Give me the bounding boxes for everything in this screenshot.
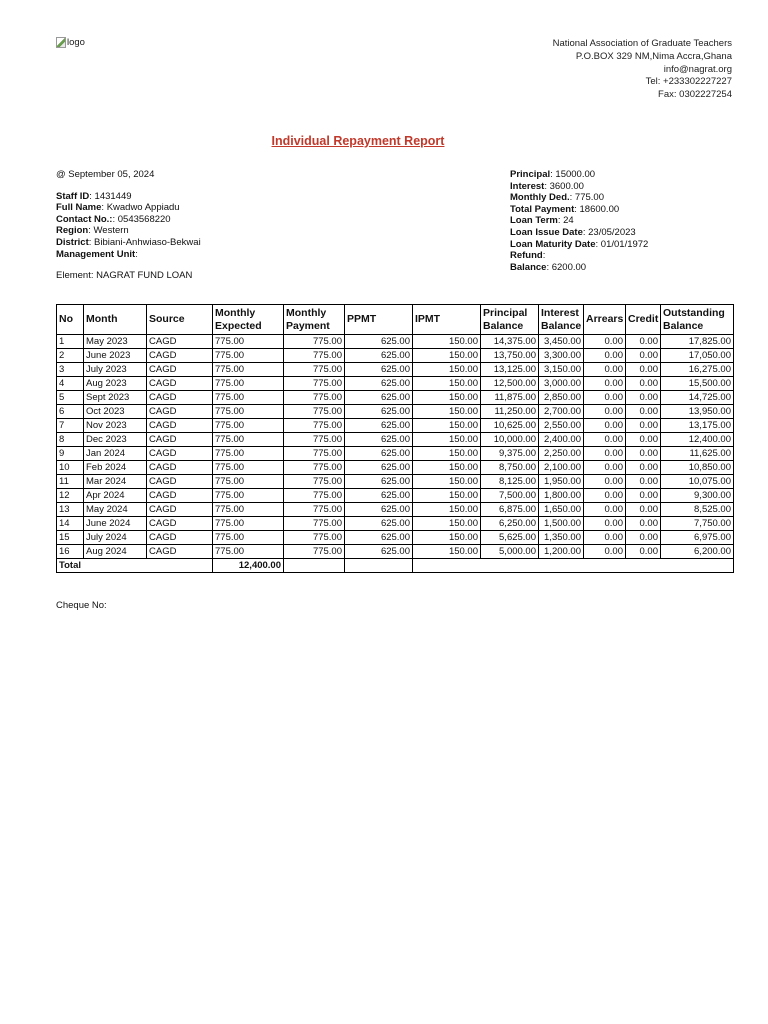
cell-source: CAGD xyxy=(147,335,213,349)
cell-no: 12 xyxy=(57,489,84,503)
col-credit: Credit xyxy=(626,305,661,335)
cell-credit: 0.00 xyxy=(626,545,661,559)
cell-interest-balance: 1,950.00 xyxy=(539,475,584,489)
col-monthly-expected: Monthly Expected xyxy=(213,305,284,335)
cell-month: June 2023 xyxy=(84,349,147,363)
cell-source: CAGD xyxy=(147,433,213,447)
table-row xyxy=(57,349,734,363)
cell-ppmt: 625.00 xyxy=(345,433,413,447)
cell-credit: 0.00 xyxy=(626,349,661,363)
cell-ipmt: 150.00 xyxy=(413,419,481,433)
monthly-ded-line: Monthly Ded.: 775.00 xyxy=(510,192,604,204)
cell-ppmt: 625.00 xyxy=(345,517,413,531)
cell-interest-balance: 2,850.00 xyxy=(539,391,584,405)
cell-principal-balance: 13,125.00 xyxy=(481,363,539,377)
cell-outstanding: 6,975.00 xyxy=(661,531,734,545)
cell-interest-balance: 3,450.00 xyxy=(539,335,584,349)
cell-source: CAGD xyxy=(147,475,213,489)
cell-source: CAGD xyxy=(147,489,213,503)
cell-interest-balance: 3,150.00 xyxy=(539,363,584,377)
cell-interest-balance: 2,250.00 xyxy=(539,447,584,461)
cell-arrears: 0.00 xyxy=(584,433,626,447)
staff-id-line: Staff ID: 1431449 xyxy=(56,190,132,202)
issue-date-line: Loan Issue Date: 23/05/2023 xyxy=(510,226,636,238)
cell-outstanding: 12,400.00 xyxy=(661,433,734,447)
cell-expected: 775.00 xyxy=(213,363,284,377)
cell-interest-balance: 2,700.00 xyxy=(539,405,584,419)
cell-ppmt: 625.00 xyxy=(345,349,413,363)
table-row xyxy=(57,405,734,419)
cell-source: CAGD xyxy=(147,363,213,377)
logo-alt-text: logo xyxy=(67,37,85,48)
cell-ppmt: 625.00 xyxy=(345,489,413,503)
cell-payment: 775.00 xyxy=(284,433,345,447)
cell-principal-balance: 11,875.00 xyxy=(481,391,539,405)
total-row xyxy=(57,559,734,573)
broken-image-icon xyxy=(56,37,66,48)
table-row xyxy=(57,545,734,559)
cell-ipmt: 150.00 xyxy=(413,517,481,531)
cell-payment: 775.00 xyxy=(284,335,345,349)
cell-outstanding: 17,050.00 xyxy=(661,349,734,363)
cell-outstanding: 14,725.00 xyxy=(661,391,734,405)
cell-principal-balance: 5,625.00 xyxy=(481,531,539,545)
cell-ipmt: 150.00 xyxy=(413,503,481,517)
cell-credit: 0.00 xyxy=(626,531,661,545)
cell-payment: 775.00 xyxy=(284,377,345,391)
organization-address xyxy=(553,38,732,102)
cell-ipmt: 150.00 xyxy=(413,475,481,489)
total-empty-cell xyxy=(413,559,734,573)
cell-expected: 775.00 xyxy=(213,545,284,559)
cell-outstanding: 17,825.00 xyxy=(661,335,734,349)
cell-arrears: 0.00 xyxy=(584,531,626,545)
cell-payment: 775.00 xyxy=(284,545,345,559)
cell-month: Apr 2024 xyxy=(84,489,147,503)
cell-interest-balance: 3,000.00 xyxy=(539,377,584,391)
cell-outstanding: 13,950.00 xyxy=(661,405,734,419)
table-row xyxy=(57,447,734,461)
cell-payment: 775.00 xyxy=(284,349,345,363)
cell-interest-balance: 1,200.00 xyxy=(539,545,584,559)
cell-payment: 775.00 xyxy=(284,363,345,377)
cell-credit: 0.00 xyxy=(626,363,661,377)
cell-expected: 775.00 xyxy=(213,447,284,461)
table-row xyxy=(57,419,734,433)
cell-no: 15 xyxy=(57,531,84,545)
principal-line: Principal: 15000.00 xyxy=(510,169,596,180)
org-email: info@nagrat.org xyxy=(663,63,732,75)
cell-expected: 775.00 xyxy=(213,503,284,517)
cell-credit: 0.00 xyxy=(626,335,661,349)
total-empty-cell xyxy=(284,559,345,573)
cell-principal-balance: 10,000.00 xyxy=(481,433,539,447)
balance-line: Balance: 6200.00 xyxy=(510,261,587,273)
interest-line: Interest: 3600.00 xyxy=(510,180,584,192)
cell-arrears: 0.00 xyxy=(584,461,626,475)
cell-expected: 775.00 xyxy=(213,433,284,447)
cell-arrears: 0.00 xyxy=(584,489,626,503)
refund-line: Refund: xyxy=(510,250,546,262)
cell-payment: 775.00 xyxy=(284,419,345,433)
cell-outstanding: 16,275.00 xyxy=(661,363,734,377)
cell-month: Aug 2024 xyxy=(84,545,147,559)
element-line: Element: NAGRAT FUND LOAN xyxy=(56,270,193,282)
cell-principal-balance: 12,500.00 xyxy=(481,377,539,391)
cell-principal-balance: 6,250.00 xyxy=(481,517,539,531)
cell-no: 3 xyxy=(57,363,84,377)
col-ipmt: IPMT xyxy=(413,305,481,335)
cell-no: 13 xyxy=(57,503,84,517)
region-line: Region: Western xyxy=(56,225,129,237)
table-row xyxy=(57,503,734,517)
cell-credit: 0.00 xyxy=(626,377,661,391)
cell-source: CAGD xyxy=(147,419,213,433)
loan-term-line: Loan Term: 24 xyxy=(510,215,574,227)
cell-month: June 2024 xyxy=(84,517,147,531)
cell-source: CAGD xyxy=(147,503,213,517)
cell-no: 2 xyxy=(57,349,84,363)
cell-source: CAGD xyxy=(147,377,213,391)
table-row xyxy=(57,363,734,377)
cell-outstanding: 15,500.00 xyxy=(661,377,734,391)
cell-payment: 775.00 xyxy=(284,447,345,461)
cell-principal-balance: 5,000.00 xyxy=(481,545,539,559)
cell-arrears: 0.00 xyxy=(584,419,626,433)
cell-month: May 2024 xyxy=(84,503,147,517)
cell-month: July 2024 xyxy=(84,531,147,545)
maturity-date-line: Loan Maturity Date: 01/01/1972 xyxy=(510,238,649,250)
total-label: Total xyxy=(57,559,213,573)
contact-line: Contact No.:: 0543568220 xyxy=(56,213,171,225)
cell-payment: 775.00 xyxy=(284,517,345,531)
table-row xyxy=(57,517,734,531)
cell-ipmt: 150.00 xyxy=(413,377,481,391)
cell-outstanding: 7,750.00 xyxy=(661,517,734,531)
cell-principal-balance: 11,250.00 xyxy=(481,405,539,419)
cell-no: 14 xyxy=(57,517,84,531)
cell-payment: 775.00 xyxy=(284,475,345,489)
cell-arrears: 0.00 xyxy=(584,545,626,559)
cell-ppmt: 625.00 xyxy=(345,447,413,461)
table-row xyxy=(57,461,734,475)
cell-credit: 0.00 xyxy=(626,447,661,461)
report-date: @ September 05, 2024 xyxy=(56,169,155,180)
district-line: District: Bibiani-Anhwiaso-Bekwai xyxy=(56,236,201,248)
cell-arrears: 0.00 xyxy=(584,447,626,461)
total-expected: 12,400.00 xyxy=(213,559,284,573)
cell-interest-balance: 1,500.00 xyxy=(539,517,584,531)
cell-ipmt: 150.00 xyxy=(413,335,481,349)
table-row xyxy=(57,489,734,503)
cheque-no-label: Cheque No: xyxy=(56,600,107,611)
cell-ppmt: 625.00 xyxy=(345,363,413,377)
cell-credit: 0.00 xyxy=(626,517,661,531)
cell-ipmt: 150.00 xyxy=(413,447,481,461)
cell-ppmt: 625.00 xyxy=(345,391,413,405)
loan-info xyxy=(510,169,648,273)
table-row xyxy=(57,475,734,489)
cell-interest-balance: 3,300.00 xyxy=(539,349,584,363)
cell-month: Dec 2023 xyxy=(84,433,147,447)
col-no: No xyxy=(57,305,84,335)
cell-source: CAGD xyxy=(147,391,213,405)
cell-credit: 0.00 xyxy=(626,489,661,503)
cell-principal-balance: 14,375.00 xyxy=(481,335,539,349)
cell-principal-balance: 7,500.00 xyxy=(481,489,539,503)
cell-ppmt: 625.00 xyxy=(345,405,413,419)
cell-ppmt: 625.00 xyxy=(345,377,413,391)
col-principal-balance: Principal Balance xyxy=(481,305,539,335)
cell-payment: 775.00 xyxy=(284,489,345,503)
cell-ppmt: 625.00 xyxy=(345,335,413,349)
cell-source: CAGD xyxy=(147,349,213,363)
cell-credit: 0.00 xyxy=(626,391,661,405)
cell-ipmt: 150.00 xyxy=(413,349,481,363)
col-monthly-payment: Monthly Payment xyxy=(284,305,345,335)
cell-month: Aug 2023 xyxy=(84,377,147,391)
cell-outstanding: 13,175.00 xyxy=(661,419,734,433)
col-source: Source xyxy=(147,305,213,335)
org-name: National Association of Graduate Teachers xyxy=(552,38,732,49)
cell-month: July 2023 xyxy=(84,363,147,377)
cell-source: CAGD xyxy=(147,545,213,559)
cell-month: Sept 2023 xyxy=(84,391,147,405)
cell-principal-balance: 6,875.00 xyxy=(481,503,539,517)
cell-arrears: 0.00 xyxy=(584,517,626,531)
management-unit-line: Management Unit: xyxy=(56,248,138,260)
cell-ipmt: 150.00 xyxy=(413,433,481,447)
cell-month: Mar 2024 xyxy=(84,475,147,489)
staff-info xyxy=(56,169,201,282)
cell-principal-balance: 9,375.00 xyxy=(481,447,539,461)
cell-no: 9 xyxy=(57,447,84,461)
cell-expected: 775.00 xyxy=(213,531,284,545)
cell-payment: 775.00 xyxy=(284,461,345,475)
cell-ipmt: 150.00 xyxy=(413,391,481,405)
cell-principal-balance: 13,750.00 xyxy=(481,349,539,363)
cell-arrears: 0.00 xyxy=(584,363,626,377)
cell-arrears: 0.00 xyxy=(584,503,626,517)
cell-principal-balance: 10,625.00 xyxy=(481,419,539,433)
cell-credit: 0.00 xyxy=(626,405,661,419)
cell-month: May 2023 xyxy=(84,335,147,349)
cell-arrears: 0.00 xyxy=(584,475,626,489)
cell-ipmt: 150.00 xyxy=(413,363,481,377)
col-month: Month xyxy=(84,305,147,335)
cell-no: 4 xyxy=(57,377,84,391)
cell-ppmt: 625.00 xyxy=(345,503,413,517)
cell-no: 1 xyxy=(57,335,84,349)
cell-expected: 775.00 xyxy=(213,377,284,391)
total-empty-cell xyxy=(345,559,413,573)
org-po-box: P.O.BOX 329 NM,Nima Accra,Ghana xyxy=(575,50,732,62)
cell-ppmt: 625.00 xyxy=(345,531,413,545)
cell-ipmt: 150.00 xyxy=(413,545,481,559)
cell-ipmt: 150.00 xyxy=(413,531,481,545)
table-row xyxy=(57,433,734,447)
full-name-line: Full Name: Kwadwo Appiadu xyxy=(56,202,180,214)
cell-no: 5 xyxy=(57,391,84,405)
table-row xyxy=(57,377,734,391)
cell-principal-balance: 8,750.00 xyxy=(481,461,539,475)
table-row xyxy=(57,391,734,405)
cell-outstanding: 11,625.00 xyxy=(661,447,734,461)
col-ppmt: PPMT xyxy=(345,305,413,335)
cell-interest-balance: 2,550.00 xyxy=(539,419,584,433)
table-row xyxy=(57,531,734,545)
cell-ipmt: 150.00 xyxy=(413,489,481,503)
cell-payment: 775.00 xyxy=(284,405,345,419)
cell-source: CAGD xyxy=(147,447,213,461)
cell-interest-balance: 2,400.00 xyxy=(539,433,584,447)
cell-expected: 775.00 xyxy=(213,517,284,531)
cell-payment: 775.00 xyxy=(284,391,345,405)
cell-ipmt: 150.00 xyxy=(413,461,481,475)
cell-arrears: 0.00 xyxy=(584,405,626,419)
cell-expected: 775.00 xyxy=(213,349,284,363)
cell-source: CAGD xyxy=(147,531,213,545)
cell-credit: 0.00 xyxy=(626,461,661,475)
cell-expected: 775.00 xyxy=(213,489,284,503)
repayment-table xyxy=(56,304,734,573)
cell-month: Nov 2023 xyxy=(84,419,147,433)
cell-credit: 0.00 xyxy=(626,475,661,489)
cell-credit: 0.00 xyxy=(626,433,661,447)
cell-outstanding: 10,850.00 xyxy=(661,461,734,475)
cell-arrears: 0.00 xyxy=(584,377,626,391)
table-header-row xyxy=(57,305,734,335)
cell-no: 11 xyxy=(57,475,84,489)
cell-no: 16 xyxy=(57,545,84,559)
cell-arrears: 0.00 xyxy=(584,335,626,349)
cell-principal-balance: 8,125.00 xyxy=(481,475,539,489)
cell-expected: 775.00 xyxy=(213,475,284,489)
cell-ppmt: 625.00 xyxy=(345,461,413,475)
cell-ppmt: 625.00 xyxy=(345,475,413,489)
cell-payment: 775.00 xyxy=(284,531,345,545)
cell-interest-balance: 1,650.00 xyxy=(539,503,584,517)
logo xyxy=(56,37,85,48)
cell-arrears: 0.00 xyxy=(584,349,626,363)
cell-month: Oct 2023 xyxy=(84,405,147,419)
cell-expected: 775.00 xyxy=(213,335,284,349)
cell-source: CAGD xyxy=(147,461,213,475)
cell-expected: 775.00 xyxy=(213,419,284,433)
cell-no: 10 xyxy=(57,461,84,475)
cell-outstanding: 8,525.00 xyxy=(661,503,734,517)
cell-credit: 0.00 xyxy=(626,503,661,517)
col-interest-balance: Interest Balance xyxy=(539,305,584,335)
cell-source: CAGD xyxy=(147,405,213,419)
report-title: Individual Repayment Report xyxy=(271,134,445,148)
cell-arrears: 0.00 xyxy=(584,391,626,405)
total-payment-line: Total Payment: 18600.00 xyxy=(510,203,620,215)
org-fax: Fax: 0302227254 xyxy=(658,89,732,101)
cell-month: Feb 2024 xyxy=(84,461,147,475)
cell-interest-balance: 1,350.00 xyxy=(539,531,584,545)
col-arrears: Arrears xyxy=(584,305,626,335)
table-row xyxy=(57,335,734,349)
cell-no: 6 xyxy=(57,405,84,419)
cell-ppmt: 625.00 xyxy=(345,545,413,559)
cell-outstanding: 6,200.00 xyxy=(661,545,734,559)
cell-no: 7 xyxy=(57,419,84,433)
cell-interest-balance: 1,800.00 xyxy=(539,489,584,503)
cell-ppmt: 625.00 xyxy=(345,419,413,433)
cell-interest-balance: 2,100.00 xyxy=(539,461,584,475)
cell-outstanding: 9,300.00 xyxy=(661,489,734,503)
cell-ipmt: 150.00 xyxy=(413,405,481,419)
cell-outstanding: 10,075.00 xyxy=(661,475,734,489)
cell-source: CAGD xyxy=(147,517,213,531)
cell-expected: 775.00 xyxy=(213,405,284,419)
col-outstanding-balance: Outstanding Balance xyxy=(661,305,734,335)
cell-no: 8 xyxy=(57,433,84,447)
org-tel: Tel: +233302227227 xyxy=(645,76,732,88)
cell-expected: 775.00 xyxy=(213,461,284,475)
cell-payment: 775.00 xyxy=(284,503,345,517)
cell-expected: 775.00 xyxy=(213,391,284,405)
cell-credit: 0.00 xyxy=(626,419,661,433)
cell-month: Jan 2024 xyxy=(84,447,147,461)
